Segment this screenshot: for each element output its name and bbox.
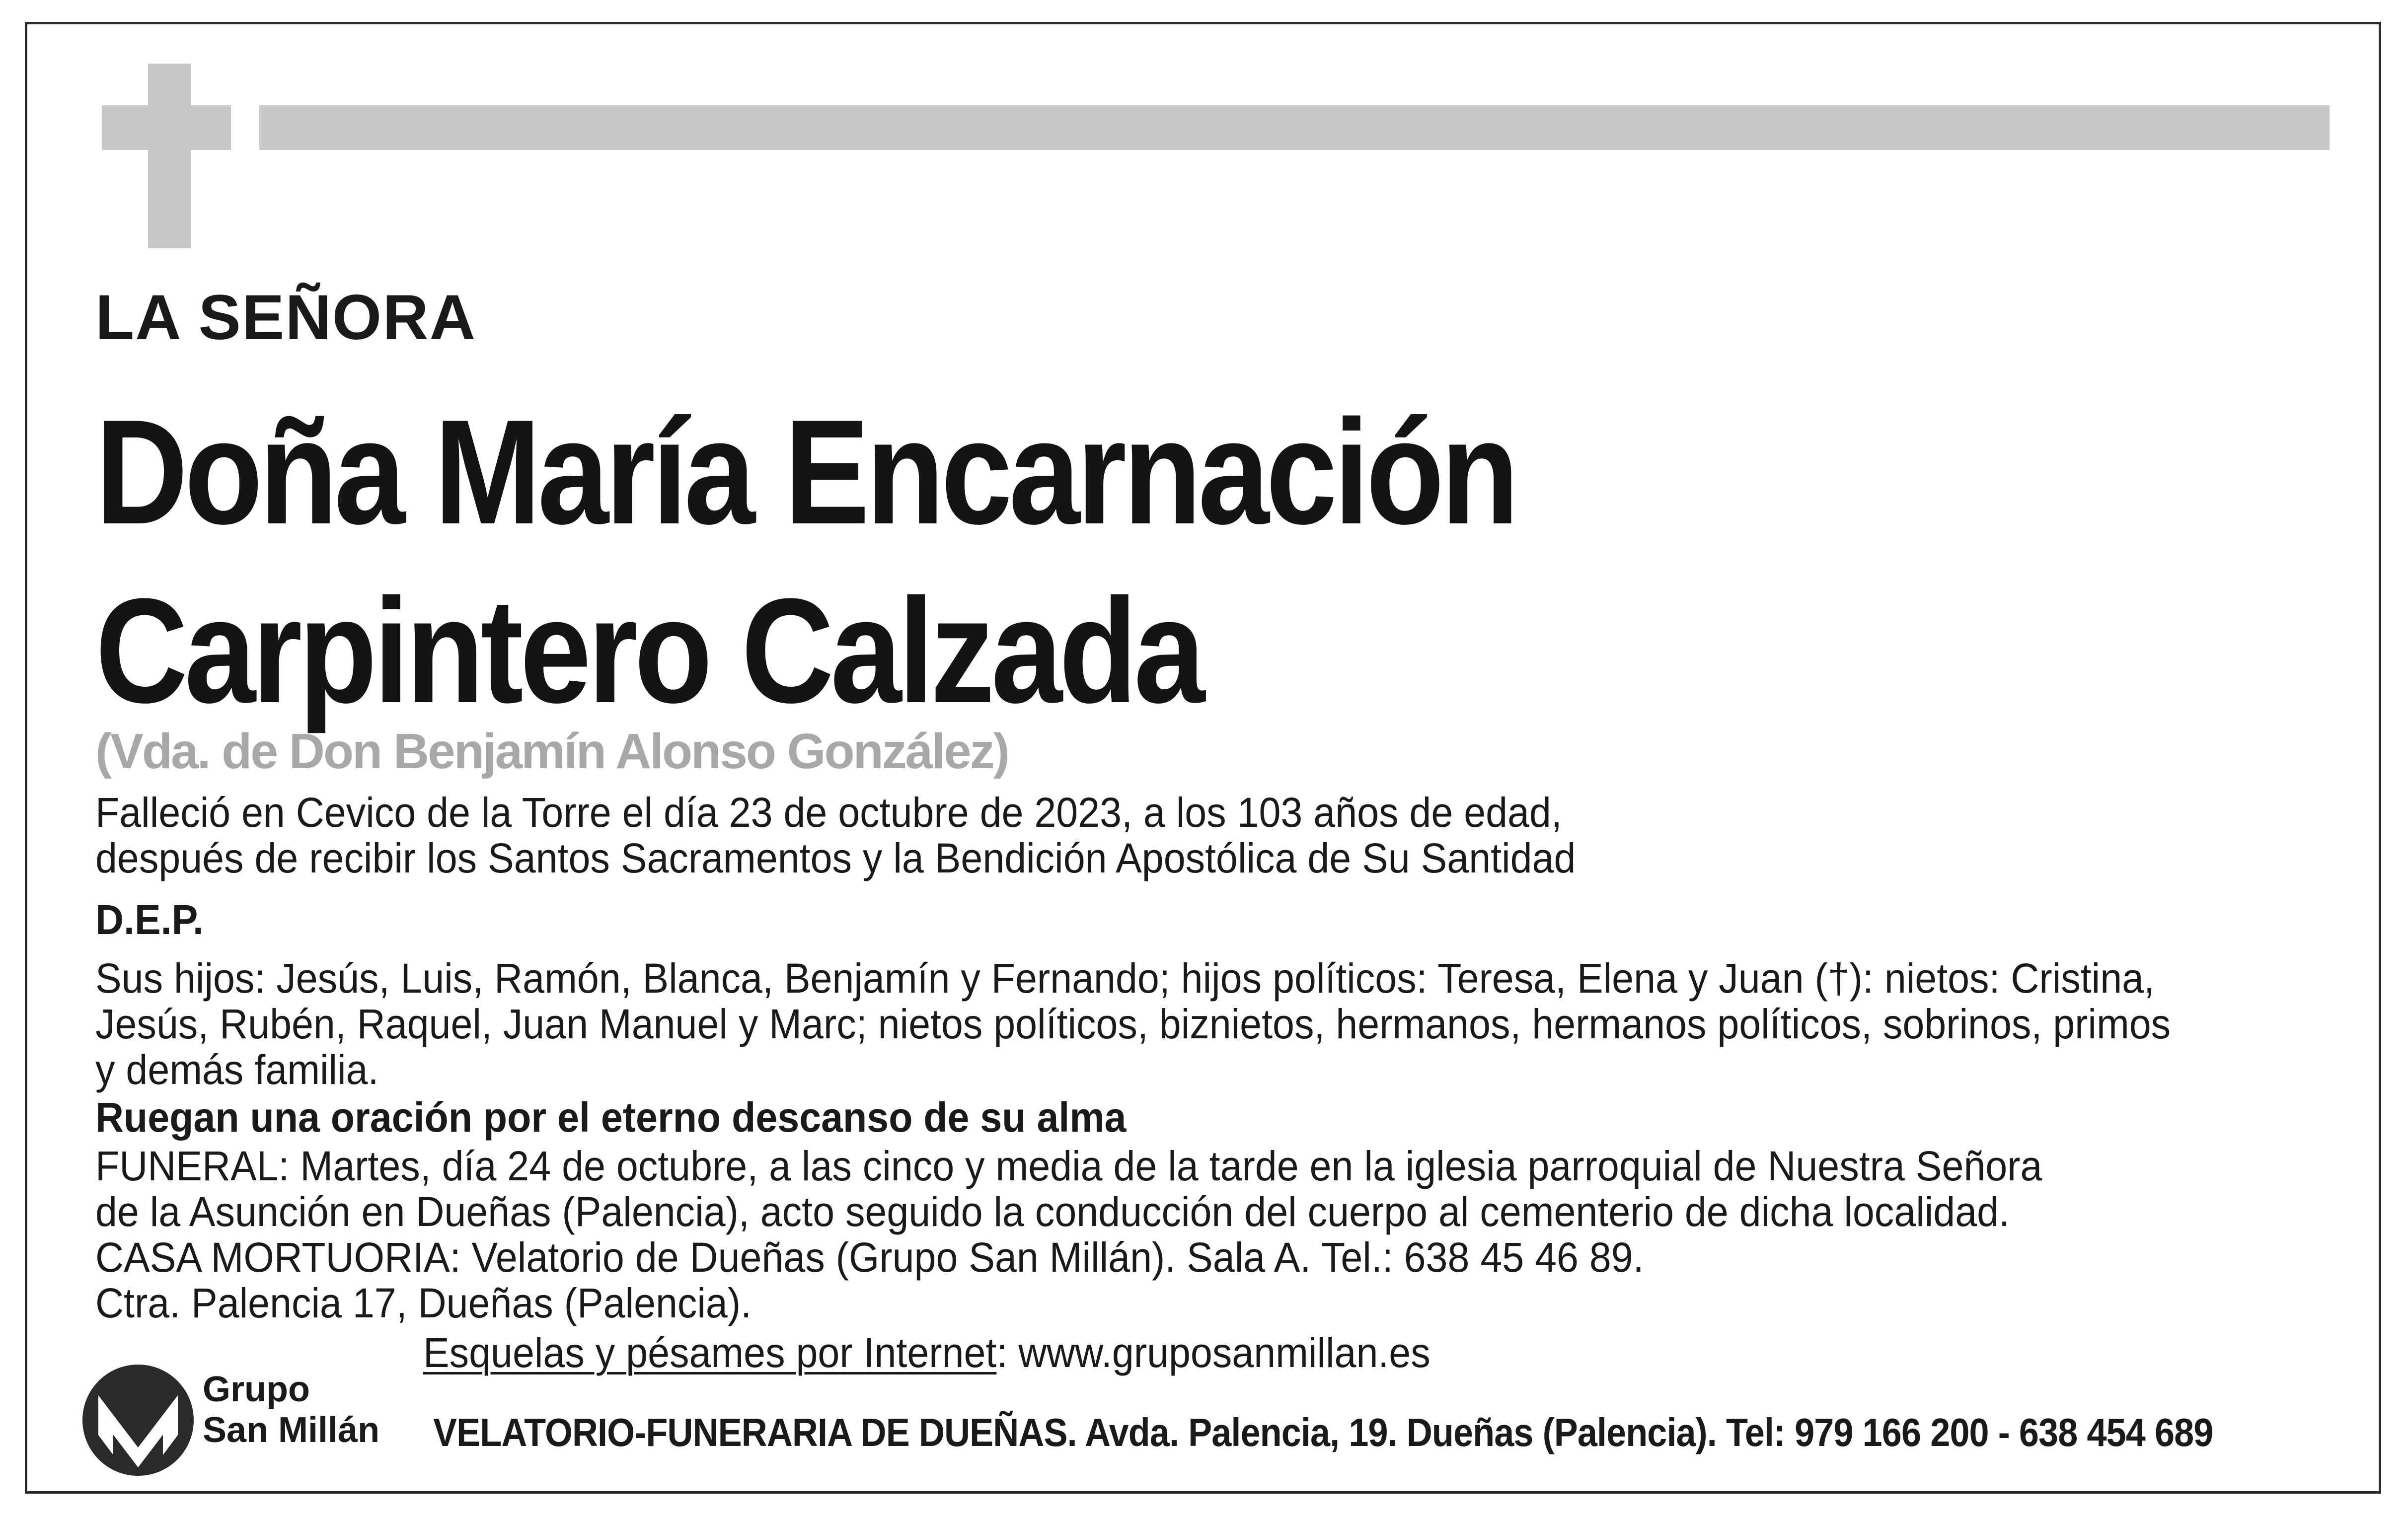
death-text-line2: después de recibir los Santos Sacramentos y la Bendición Apostólica de Su Santidad <box>95 835 1576 881</box>
deceased-name-line2: Carpintero Calzada <box>95 567 1202 734</box>
deceased-name-line1: Doña María Encarnación <box>95 388 1516 555</box>
family-line3: y demás familia. <box>95 1046 379 1093</box>
logo-text-line2: San Millán <box>203 1410 380 1450</box>
family-line1: Sus hijos: Jesús, Luis, Ramón, Blanca, Benjamín y Fernando; hijos políticos: Teresa, Elena y Juan (†): nietos: Cristina, <box>95 955 2155 1002</box>
widow-of: (Vda. de Don Benjamín Alonso González) <box>95 723 1009 779</box>
honorific: LA SEÑORA <box>95 282 477 353</box>
web-url-link[interactable]: www.gruposanmillan.es <box>1018 1329 1430 1376</box>
san-millan-logo-icon <box>78 1361 198 1480</box>
web-condolences <box>423 1330 1430 1375</box>
header-bar <box>259 105 2330 150</box>
funeral-line1: FUNERAL: Martes, día 24 de octubre, a las cinco y media de la tarde en la iglesia parroquial de Nuestra Señora <box>95 1143 2042 1189</box>
cross-icon-vertical <box>148 64 191 248</box>
funeral-line2: de la Asunción en Dueñas (Palencia), acto seguido la conducción del cuerpo al cementerio de dicha localidad. <box>95 1188 2010 1235</box>
death-text-line1: Falleció en Cevico de la Torre el día 23 de octubre de 2023, a los 103 años de edad, <box>95 789 1562 836</box>
prayer-request: Ruegan una oración por el eterno descanso de su alma <box>95 1094 1127 1141</box>
family-line2: Jesús, Rubén, Raquel, Juan Manuel y Marc; nietos políticos, biznietos, hermanos, hermanos políticos, sobrinos, primos <box>95 1001 2171 1047</box>
logo-text-line1: Grupo <box>203 1370 310 1409</box>
mortuary-line1: CASA MORTUORIA: Velatorio de Dueñas (Grupo San Millán). Sala A. Tel.: 638 45 46 89. <box>95 1234 1644 1281</box>
cross-icon-horizontal <box>102 105 231 150</box>
rip-label: D.E.P. <box>95 896 204 943</box>
funeral-home-footer: VELATORIO-FUNERARIA DE DUEÑAS. Avda. Palencia, 19. Dueñas (Palencia). Tel: 979 166 200 - 638 454 689 <box>433 1410 2213 1454</box>
mortuary-line2: Ctra. Palencia 17, Dueñas (Palencia). <box>95 1280 752 1326</box>
web-separator: : <box>996 1329 1019 1376</box>
web-condolences-label: Esquelas y pésames por Internet <box>423 1329 997 1376</box>
